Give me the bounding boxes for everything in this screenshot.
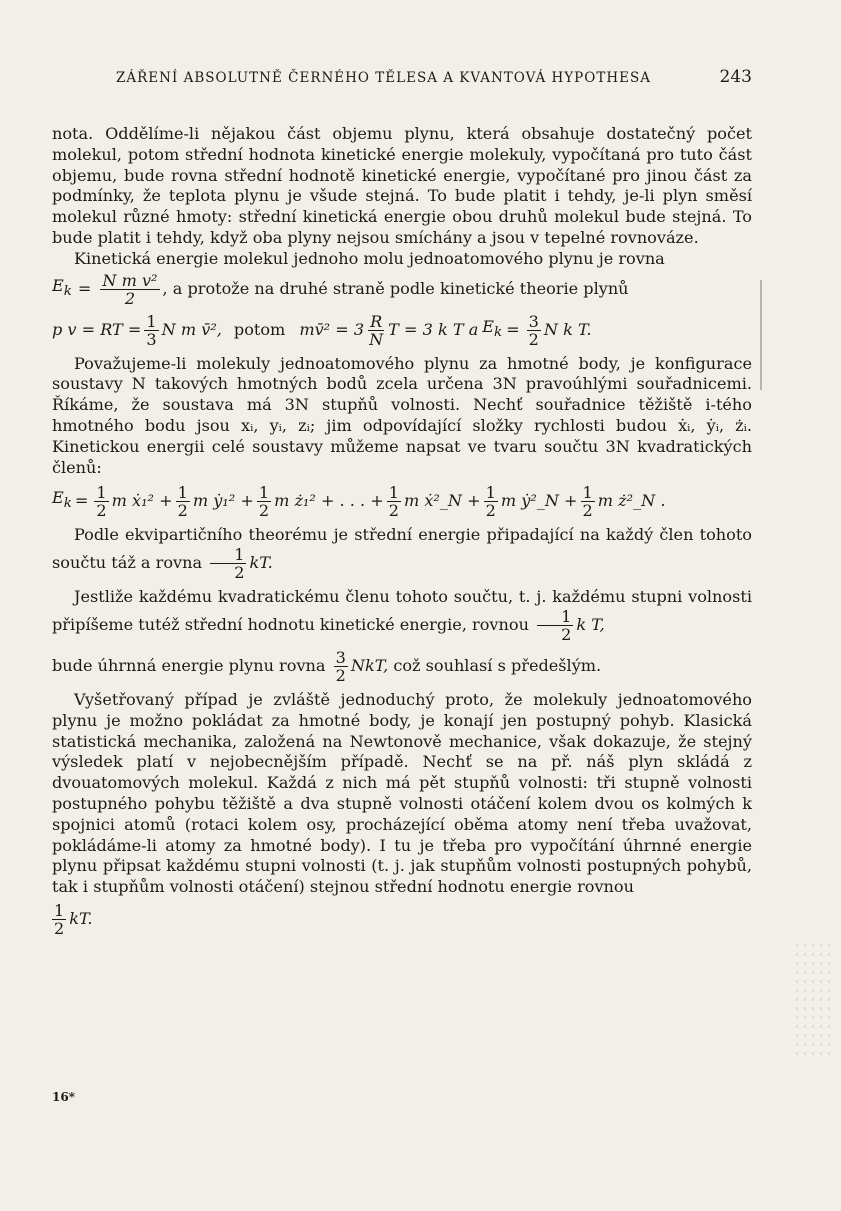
printer-signature-mark: 16* <box>52 1090 75 1104</box>
formula-kinetic-energy: $E_k$ = $\frac{\text{N m v²}}{2}$ , a protože na druhé straně podle kinetické theorie plynů <box>52 270 629 308</box>
page-number: 243 <box>719 67 752 87</box>
formula-kinetic-sum: $E_k$ = $\frac{1}{2}$ m ẋ₁² + $\frac{1}{2}$ m ẏ₁² + $\frac{1}{2}$ m ż₁² + . . . + $\frac{1}{2}$ m ẋ²_N + $\frac{1}{2}$ m ẏ²_N + $\frac{1}{2}$ m ż²_N . <box>52 483 666 521</box>
formula-pressure: p v = RT = $\frac{1}{3}$ N m v̄², potom mv̄² = 3 $\frac{R}{N}$ T = 3 k T a $E_k$ = $\frac{3}{2}$ N k T. <box>52 311 592 349</box>
formula-text-continuation: , a protože na druhé straně podle kinetické theorie plynů <box>162 278 629 298</box>
page-fold-shadow <box>760 280 762 390</box>
paper-texture <box>793 941 833 1061</box>
paragraph-4: Podle ekvipartičního theorému je střední energie připadající na každý člen tohoto součtu táž a rovna $\frac{1}{2}$ kT. <box>52 525 752 583</box>
paragraph-7: Vyšetřovaný případ je zvláště jednoduchý proto, že molekuly jednoatomového plynu je možno pokládat za hmotné body, je konají jen postupný pohyb. Klasická statistická mechanika, založená na Newtonově mechanice, však dokazuje, že stejný výsledek platí v nejobecnějším případě. Nechť se na př. náš plyn skládá z dvouatomových molekul. Každá z nich má pět stupňů volnosti: tři stupně volnosti postupného pohybu těžiště a dva stupně volnosti otáčení kolem dvou os kolmých k spojnici atomů (rotaci kolem osy, procházející oběma atomy není třeba uvažovat, pokládáme-li atomy za hmotné body). I tu je třeba pro vypočítání úhrnné energie plynu připsat každému stupni volnosti (t. j. jak stupňům volnosti postupných pohybů, tak i stupňům volnosti otáčení) stejnou střední hodnotu energie rovnou <box>52 689 752 897</box>
header-title: ZÁŘENÍ ABSOLUTNĚ ČERNÉHO TĚLESA A KVANTOVÁ HYPOTHESA <box>116 70 651 86</box>
page-body <box>52 124 752 937</box>
paragraph-5: Jestliže každému kvadratickému členu tohoto součtu, t. j. každému stupni volnosti připíšeme tutéž střední hodnotu kinetické energie, rovnou $\frac{1}{2}$ k T, <box>52 587 752 644</box>
paragraph-2-intro: Kinetická energie molekul jednoho molu jednoatomového plynu je rovna <box>74 248 665 268</box>
paragraph-3: Považujeme-li molekuly jednoatomového plynu za hmotné body, je konfigurace soustavy N takových hmotných bodů zcela určena 3N pravoúhlými souřadnicemi. Říkáme, že soustava má 3N stupňů volnosti. Nechť souřadnice těžiště i-tého hmotného bodu jsou xᵢ, yᵢ, zᵢ; jim odpovídající složky rychlosti budou ẋᵢ, ẏᵢ, żᵢ. Kinetickou energii celé soustavy můžeme napsat ve tvaru součtu 3N kvadratických členů: <box>52 353 752 477</box>
paragraph-1: nota. Oddělíme-li nějakou část objemu plynu, která obsahuje dostatečný počet molekul, potom střední hodnota kinetické energie molekuly, vypočítaná pro tuto část objemu, bude rovna střední hodnotě kinetické energie, vypočítané pro jinou část za podmínky, že teplota plynu je všude stejná. To bude platit i tehdy, je-li plyn směsí molekul různé hmoty: střední kinetická energie obou druhů molekul bude stejná. To bude platit i tehdy, když oba plyny nejsou smíchány a jsou v tepelné rovnováze. <box>52 124 752 247</box>
formula-fraction-nmv2: $\frac{\text{N m v²}}{2}$ <box>102 270 158 308</box>
formula-ek-symbol: $E_k$ <box>52 275 72 299</box>
paragraph-6: bude úhrnná energie plynu rovna $\frac{3}{2}$ NkT, což souhlasí s předešlým. <box>52 647 602 685</box>
closing-formula: $\frac{1}{2}$ kT. <box>54 900 93 938</box>
